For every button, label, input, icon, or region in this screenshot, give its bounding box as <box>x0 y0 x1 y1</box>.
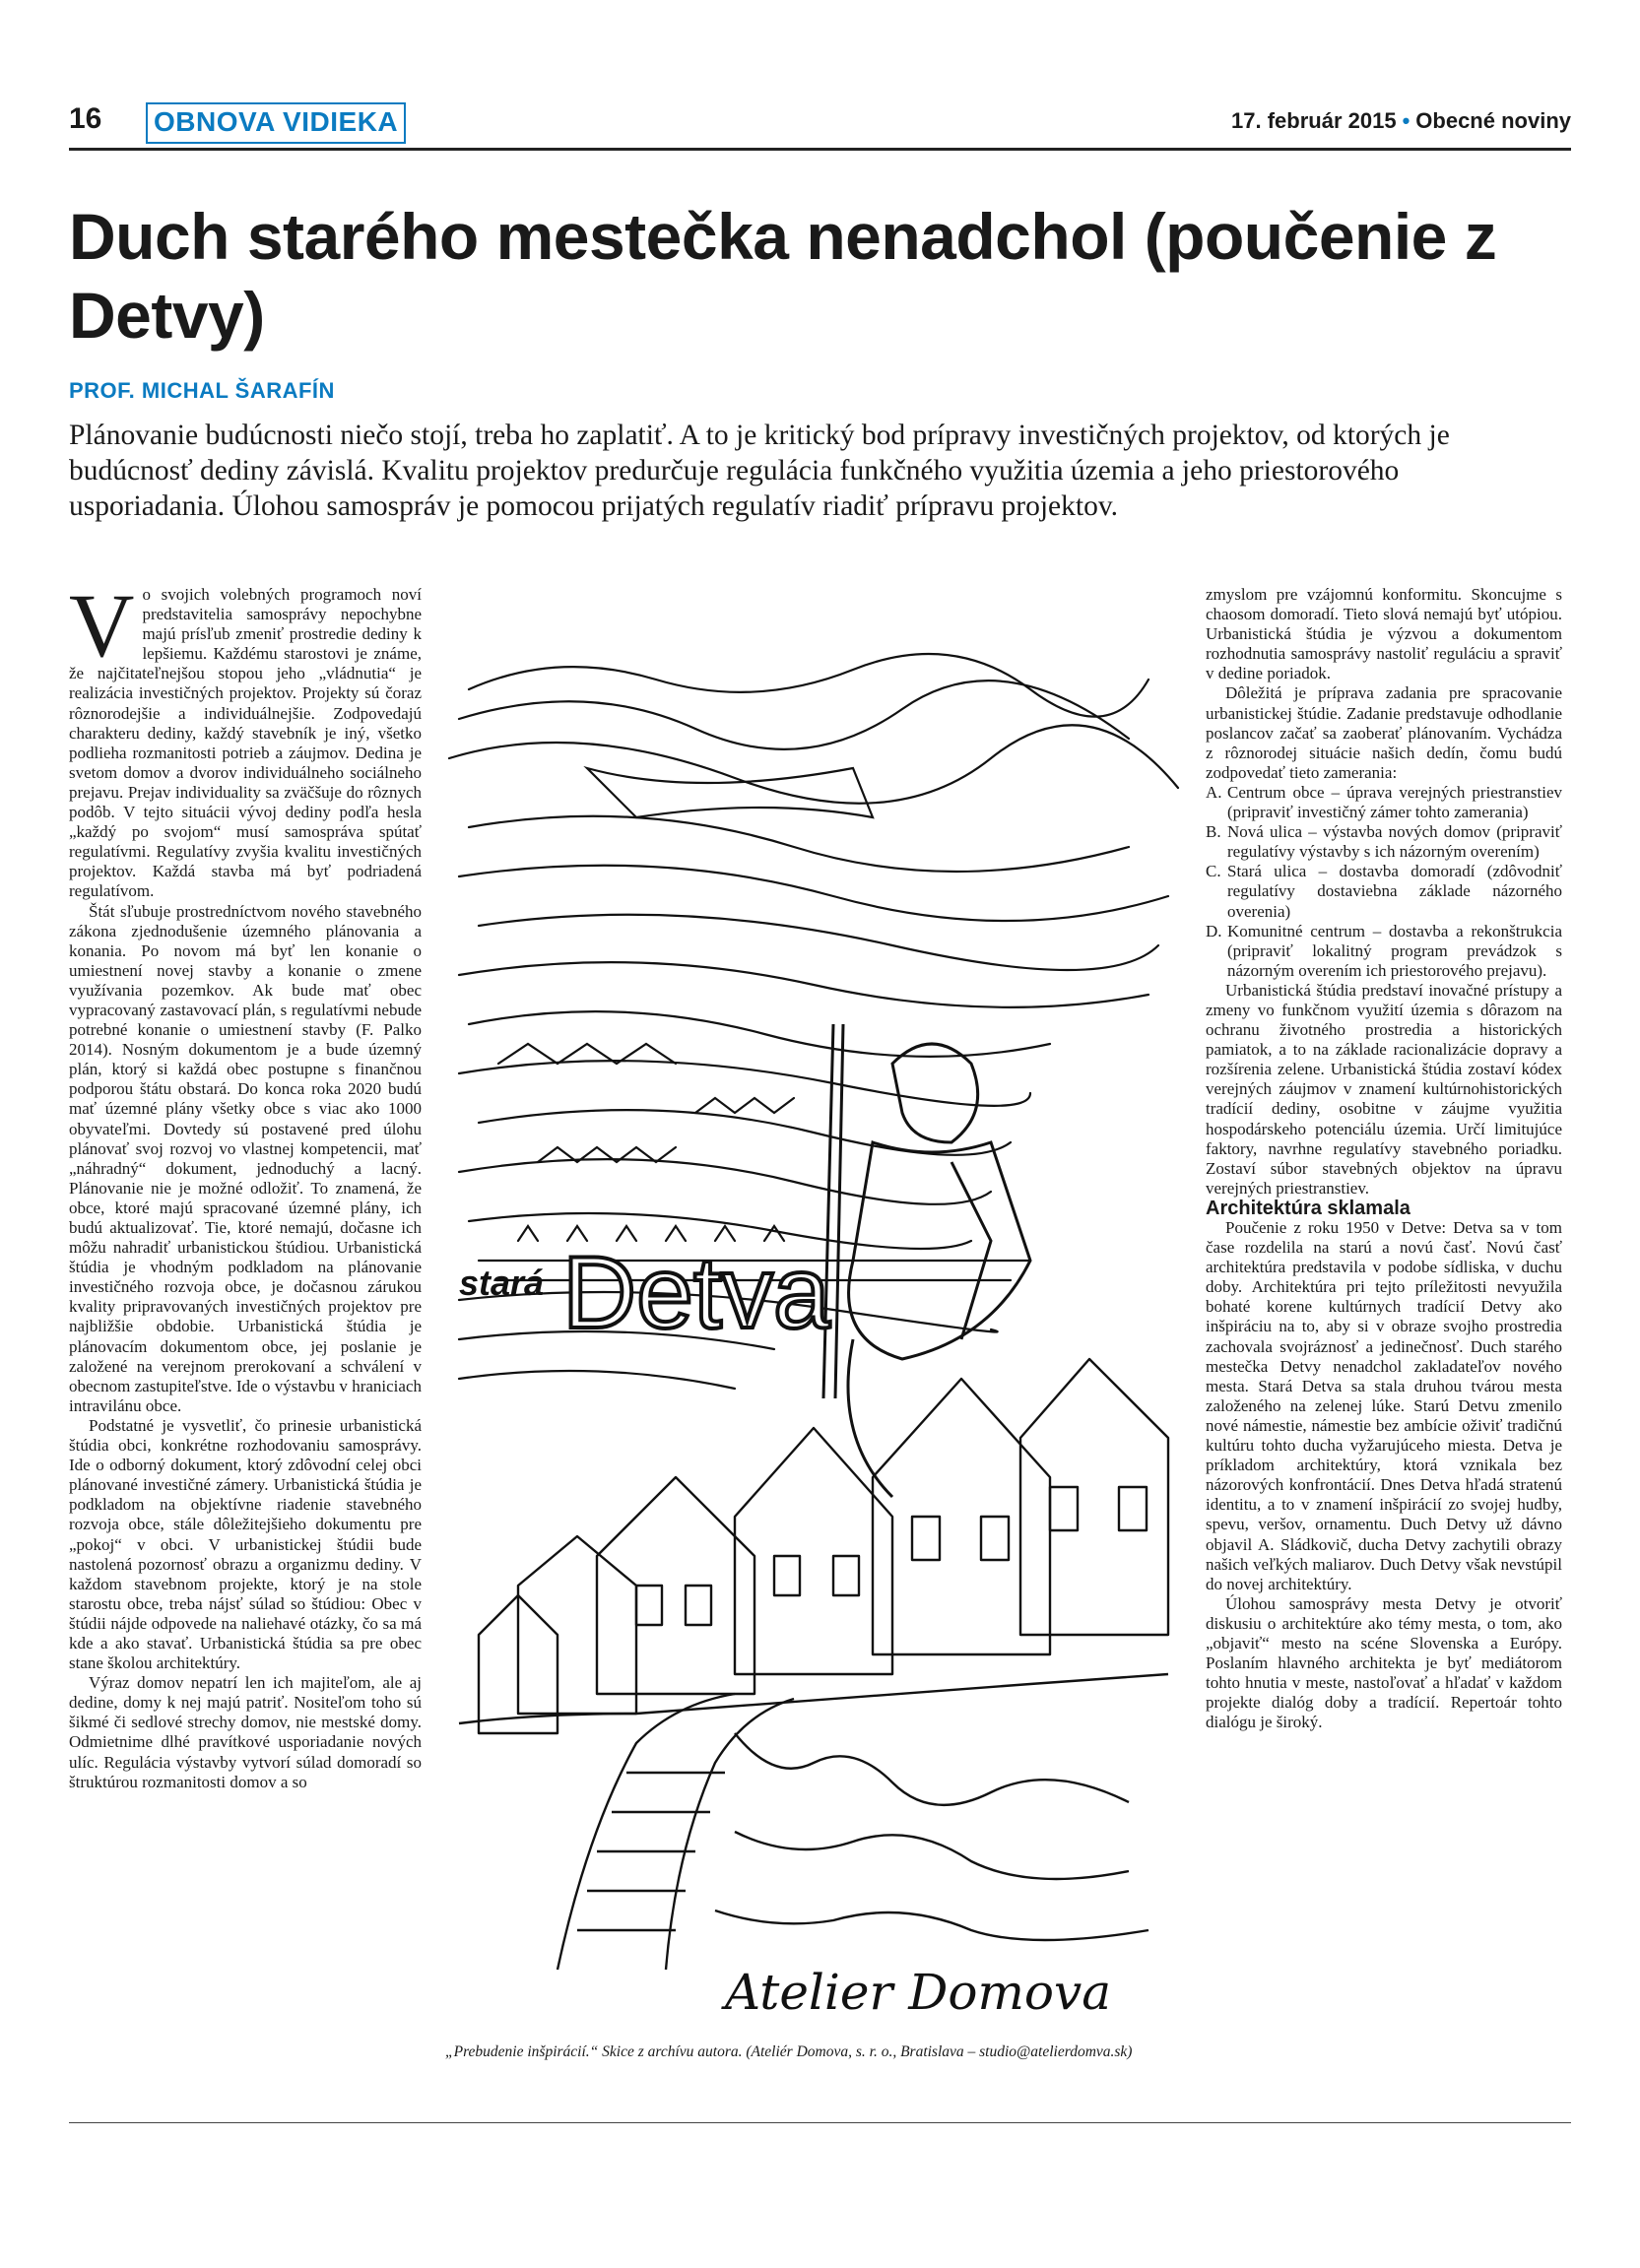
list-item <box>1206 783 1562 822</box>
list-label: A. <box>1206 782 1222 802</box>
separator-bullet: • <box>1402 108 1410 133</box>
paragraph: Poučenie z roku 1950 v Detve: Detva sa v tom čase rozdelila na starú a novú časť. Novú časť architektúra predstavila v podobe sídliska, v duchu doby. Architektúra pri tejto príležitosti nevyužila bohaté korene kultúrnych tradícií Detvy ako inšpiráciu na to, aby si v obraze svojho prostredia zachovala svojráznosť a jedinečnosť. Duch starého mestečka Detvy nenadchol zakladateľov nového mesta. Stará Detva sa stala druhou tvárou mesta založeného na zelenej lúke. Starú Detvu zmenilo nové námestie, námestie bez ambície oživiť tradičnú kultúru tohto ducha vyžarujúceho miesta. Detva je príkladom architektúry, ktorá vznikala bez názorových konfrontácií. Dnes Detva hľadá stratenú identitu, a to v znamení inšpirácií zo svojej hudby, spevu, veršov, ornamentu. Duch Detvy už dávno objavil A. Sládkovič, ducha Detvy zachytili obrazy našich veľkých maliarov. Duch Detvy však nevstúpil do novej architektúry. <box>1206 1218 1562 1593</box>
list-label: B. <box>1206 822 1221 842</box>
word-stara: stará <box>459 1263 545 1303</box>
column-right <box>1206 585 1562 1732</box>
list-item <box>1206 862 1562 921</box>
paragraph: Urbanistická štúdia predstaví inovačné prístupy a zmeny vo funkčnom využití územia s dôrazom na ochranu životného prostredia a historických pamiatok, a to na základe racionalizácie dopravy a rozšírenia zelene. Urbanistická štúdia zostaví kódex verejných záujmov v znamení kultúrnohistorických tradícií dediny, osobitne v záujme využitia hospodárskeho potenciálu územia. Určí limitujúce faktory, navrhne regulatívy stavebného poriadku. Zostaví súbor stavebných objektov na úpravu verejných priestranstiev. <box>1206 980 1562 1198</box>
list-label: C. <box>1206 862 1221 881</box>
page-number: 16 <box>69 102 102 135</box>
subheading: Architektúra sklamala <box>1206 1197 1410 1219</box>
list-text: Komunitné centrum – dostavba a rekonštrukcia (pripraviť lokalitný program prevádzok s názorným overením ich priestorového prejavu). <box>1227 921 1562 980</box>
list-text: Nová ulica – výstavba nových domov (pripraviť regulatívy výstavby s ich názorným overením) <box>1227 822 1562 862</box>
paragraph: Výraz domov nepatrí len ich majiteľom, ale aj dedine, domy k nej majú patriť. Nositeľom toho sú šikmé či sedlové strechy domov, nie mestské domy. Odmietnime dlhé pravítkové usporiadanie nových ulíc. Regulácia výstavby vytvorí súlad domoradí so štruktúrou rozmanitosti domov a so <box>69 1673 422 1791</box>
issue-date: 17. február 2015 <box>1231 108 1397 133</box>
article-lead: Plánovanie budúcnosti niečo stojí, treba ho zaplatiť. A to je kritický bod prípravy investičných projektov, od ktorých je budúcnosť dediny závislá. Kvalitu projektov predurčuje regulácia funkčného využitia územia a jeho priestorového usporiadania. Úlohou samospráv je pomocou prijatých regulatív riadiť prípravu projektov. <box>69 420 1450 522</box>
publication-name: Obecné noviny <box>1415 108 1571 133</box>
paragraph <box>69 575 422 902</box>
article-author: PROF. MICHAL ŠARAFÍN <box>69 378 335 403</box>
paragraph: Úlohou samosprávy mesta Detvy je otvoriť diskusiu o architektúre ako témy mesta, o tom, ako „objaviť“ mesto na scéne Slovenska a Európy. Poslaním hlavného architekta je byť mediátorom tohto hnutia v meste, nastoľovať a hľadať v každom projekte dialóg doby a tradícií. Repertoár tohto dialógu je široký. <box>1206 1593 1562 1732</box>
list-item <box>1206 822 1562 862</box>
signature: Atelier Domova <box>725 1964 1112 2019</box>
header-rule <box>69 148 1571 151</box>
paragraph: Štát sľubuje prostredníctvom nového stavebného zákona zjednodušenie územného plánovania a konania. Po novom má byť len konanie o umiestnení novej stavby a konanie o zmene využívania pozemkov. Ak bude mať obec vypracovaný zastavovací plán, s regulatívmi nebude potrebné konanie o umiestnení stavby (F. Palko 2014). Nosným dokumentom je a bude územný plán, ktorý si každá obec postupne s finančnou podporou štátu obstará. Do konca roka 2020 budú mať územné plány všetky obce s viac ako 1000 obyvateľmi. Dovtedy sú postavené pred úlohu plánovať svoj rozvoj vo vlastnej kompetencii, mať „náhradný“ dokument, jednoduchý a lacný. Plánovanie nie je možné odložiť. To znamená, že obce, ktoré majú spracované územné plány, ich budú aktualizovať. Tie, ktoré nemajú, dočasne ich môžu nahradiť urbanistickou štúdiou. Urbanistická štúdia je vhodným podkladom na plánovanie investičného rozvoja obce, je dočasnou zárukou kvality pripravovaných investičných projektov pre najbližšie obdobie. Urbanistická štúdia je plánovacím dokumentom obce, jej poslanie je založené na verejnom prerokovaní a schválení v obecnom zastupiteľstve. Ide o výstavbu v hraniciach intravilánu obce. <box>69 901 422 1415</box>
paragraph: Dôležitá je príprava zadania pre spracovanie urbanistickej štúdie. Zadanie predstavuje odhodlanie poslancov začať sa zaoberať plánovaním. Vychádza z rôznorodej situácie našich dedín, čomu budú zodpovedať tieto zamerania: <box>1206 683 1562 782</box>
footer-rule <box>69 2122 1571 2123</box>
list-text: Stará ulica – dostavba domoradí (zdôvodniť regulatívy dostaviebna základe názorného overenia) <box>1227 862 1562 921</box>
column-left <box>69 575 422 1792</box>
page-header <box>69 102 1571 142</box>
paragraph: Podstatné je vysvetliť, čo prinesie urbanistická štúdia obci, konkrétne rozhodovaniu samosprávy. Ide o odborný dokument, ktorý zdôvodní celej obci plánované investičné zámery. Urbanistická štúdia je podkladom na objektívne riadenie stavebného rozvoja obce, stále dôležitejšieho dokumentu pre „pokoj“ v obci. V urbanistickej štúdii bude nastolená pozornosť obrazu a organizmu dediny. V každom stavebnom projekte, ktorý je na stole starostu obce, treba nájsť súlad so štúdiou: Obec v štúdii nájde odpovede na naliehavé otázky, čo sa má kde a ako stavať. Urbanistická štúdia sa pre obec stane školou architektúry. <box>69 1415 422 1673</box>
sketch-illustration <box>439 650 1190 2019</box>
houses-drawing <box>459 1359 1168 1970</box>
drop-cap: V <box>69 575 135 676</box>
list-text: Centrum obce – úprava verejných priestranstiev (pripraviť investičný zámer tohto zamerania) <box>1227 782 1562 822</box>
list-item <box>1206 922 1562 981</box>
paragraph: zmyslom pre vzájomnú konformitu. Skoncujme s chaosom domoradí. Tieto slová nemajú byť utópiou. Urbanistická štúdia je výzvou a dokumentom rozhodnutia samosprávy nastoliť reguláciu a spraviť v dedine poriadok. <box>1206 585 1562 683</box>
word-detva: Detva <box>562 1236 830 1350</box>
list-label: D. <box>1206 921 1222 940</box>
article-title: Duch starého mestečka nenadchol (poučenie z Detvy) <box>69 200 1497 352</box>
issue-info <box>1231 108 1571 134</box>
section-label: OBNOVA VIDIEKA <box>146 102 406 144</box>
paragraph-text: o svojich volebných programoch noví predstavitelia samosprávy nepochybne majú prísľub zmeniť prostredie dediny k lepšiemu. Každému starostovi je známe, že najčitateľnejšou stopou jeho „vládnutia“ je realizácia investičných projektov. Projekty sú čoraz rôznorodejšie a individuálnejšie. Zodpovedajú charakteru dediny, každý stavebník je iný, všetko podlieha rozmanitosti potrieb a záujmov. Dedina je svetom domov a dvorov individuálneho sociálneho prejavu. Prejav individuality sa zväčšuje do rôznych podôb. V tejto situácii vývoj dediny podľa hesla „každý po svojom“ musí samospráva spútať regulatívmi. Regulatívy zvyšia kvalitu investičných projektov. Každá stavba má byť podriadená regulatívom. <box>69 585 422 901</box>
illustration-caption: „Prebudenie inšpirácií.“ Skice z archívu autora. (Ateliér Domova, s. r. o., Bratislava – studio@atelierdomva.sk) <box>445 2043 1133 2060</box>
